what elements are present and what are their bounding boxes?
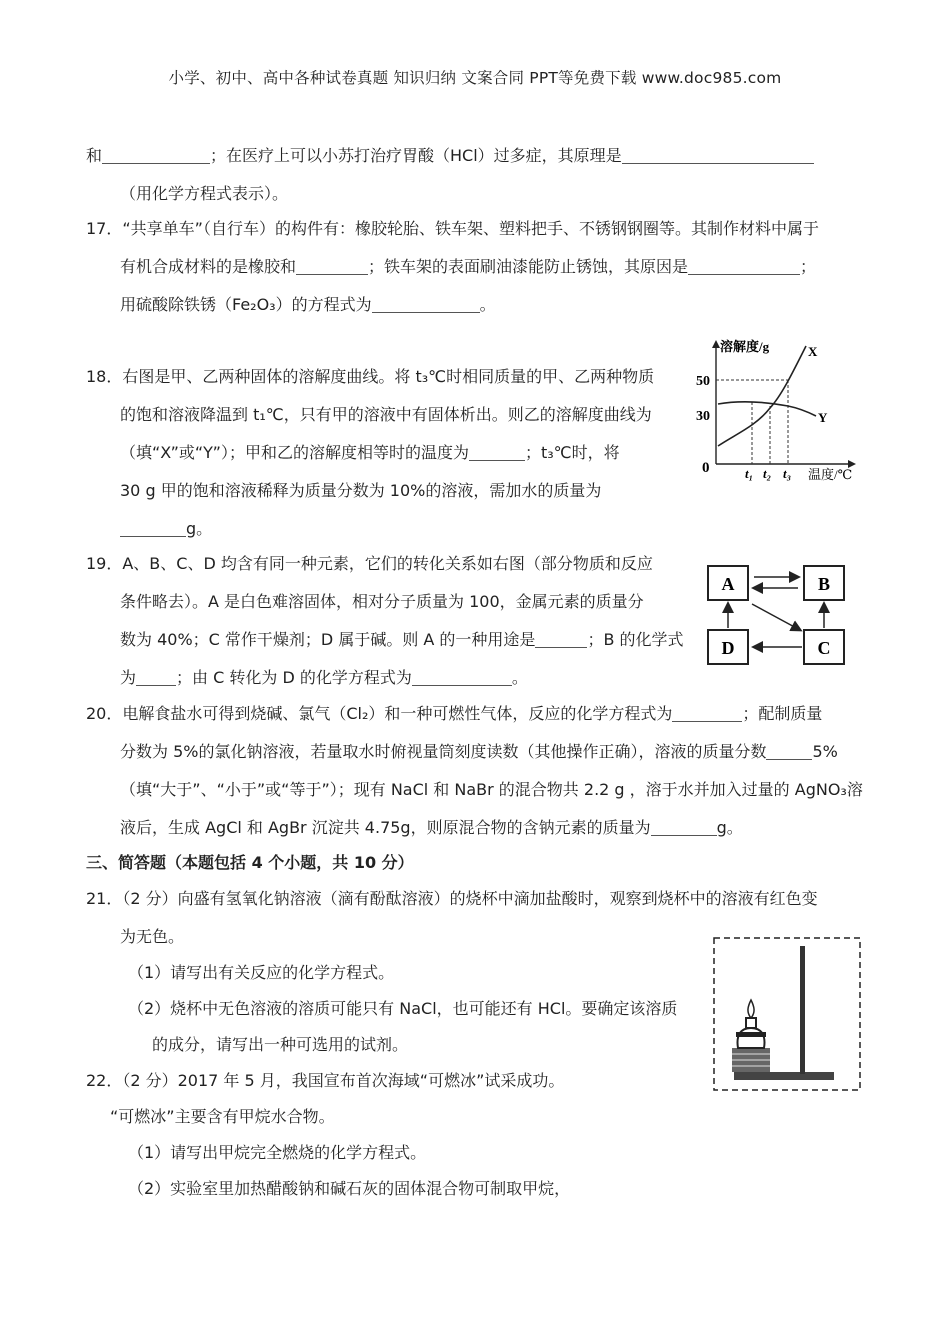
- x-tick-t3: t₃: [783, 466, 792, 481]
- q18-text-c: g。: [186, 519, 213, 538]
- lamp-cap-ring: [736, 1032, 766, 1037]
- q17-text-e: 。: [479, 295, 496, 314]
- q17-line1: 17．“共享单车”（自行车）的构件有：橡胶轮胎、铁车架、塑料把手、不锈钢钢圈等。其制作材料中属于: [86, 219, 819, 238]
- q17-blank-3[interactable]: [372, 296, 480, 313]
- y-tick-30: 30: [696, 409, 710, 424]
- q17-line3: [120, 294, 496, 316]
- curve-y: [718, 402, 816, 416]
- y-tick-50: 50: [696, 374, 710, 389]
- q20-text-c: 分数为 5%的氯化钠溶液，若量取水时俯视量筒刻度读数（其他操作正确），溶液的质量分数: [120, 742, 767, 761]
- q21-line5: 的成分，请写出一种可选用的试剂。: [152, 1035, 409, 1054]
- q18-text-b: ；t₃℃时，将: [524, 443, 620, 462]
- q18-line3: [120, 442, 620, 464]
- q18-line1: 18．右图是甲、乙两种固体的溶解度曲线。将 t₃℃时相同质量的甲、乙两种物质: [86, 367, 655, 386]
- q21-line4: （2）烧杯中无色溶液的溶质可能只有 NaCl，也可能还有 HCl。要确定该溶质: [128, 999, 678, 1018]
- q20-text-f: g。: [716, 818, 743, 837]
- y-axis-arrow: [712, 340, 720, 348]
- q17-text-d: 用硫酸除铁锈（Fe₂O₃）的方程式为: [120, 295, 372, 314]
- q17-text-a: 有机合成材料的是橡胶和: [120, 257, 297, 276]
- q16-text-b: ；在医疗上可以小苏打治疗胃酸（HCl）过多症，其原理是: [210, 146, 622, 165]
- q19-text-a: 数为 40%；C 常作干燥剂；D 属于碱。则 A 的一种用途是: [120, 630, 536, 649]
- lamp-neck: [746, 1018, 756, 1028]
- q19-text-d: ；由 C 转化为 D 的化学方程式为: [176, 668, 412, 687]
- q20-line2: [120, 741, 838, 763]
- q21-line3: （1）请写出有关反应的化学方程式。: [128, 963, 395, 982]
- chart-xlabel: 温度/℃: [808, 467, 853, 482]
- q20-text-a: 20．电解食盐水可得到烧碱、氯气（Cl₂）和一种可燃性气体，反应的化学方程式为: [86, 704, 673, 723]
- q16-line2: （用化学方程式表示）。: [120, 184, 289, 203]
- q19-line3: [120, 629, 684, 651]
- q17-blank-2[interactable]: [688, 258, 800, 275]
- stand-rod: [800, 946, 805, 1074]
- node-d-label: D: [721, 638, 735, 658]
- q19-line2: 条件略去）。A 是白色难溶固体，相对分子质量为 100，金属元素的质量分: [120, 592, 644, 611]
- q20-line4: [120, 817, 743, 839]
- chart-origin: 0: [702, 460, 710, 476]
- q17-line2: [120, 256, 816, 278]
- chart-ylabel: 溶解度/g: [720, 339, 770, 354]
- node-b-label: B: [817, 574, 831, 594]
- q17-blank-1[interactable]: [296, 258, 368, 275]
- series-x-label: X: [808, 344, 818, 359]
- q17-text-b: ；铁车架的表面刷油漆能防止锈蚀，其原因是: [368, 257, 689, 276]
- q19-text-c: 为: [120, 668, 137, 687]
- x-tick-t2: t₂: [763, 466, 772, 481]
- solubility-chart: [696, 336, 866, 482]
- page-header: 小学、初中、高中各种试卷真题 知识归纳 文案合同 PPT等免费下载 www.doc985.com: [168, 69, 782, 87]
- q20-text-d: 5%: [812, 742, 838, 761]
- q19-blank-3[interactable]: [412, 669, 512, 686]
- q18-blank-2[interactable]: [120, 520, 186, 537]
- q18-text-a: （填“X”或“Y”）；甲和乙的溶解度相等时的温度为: [120, 443, 469, 462]
- lamp-flame: [748, 1000, 754, 1018]
- q18-line4: 30 g 甲的饱和溶液稀释为质量分数为 10%的溶液，需加水的质量为: [120, 481, 602, 500]
- q19-text-b: ；B 的化学式: [587, 630, 684, 649]
- q18-line5: [120, 518, 212, 540]
- alcohol-lamp: [738, 1028, 765, 1048]
- curve-x: [718, 346, 806, 446]
- q19-blank-2[interactable]: [136, 669, 176, 686]
- conversion-diagram: [704, 562, 854, 666]
- q20-blank-3[interactable]: [651, 819, 717, 836]
- q16-text-a: 和: [86, 146, 103, 165]
- q22-line4: （2）实验室里加热醋酸钠和碱石灰的固体混合物可制取甲烷，: [128, 1179, 571, 1198]
- q16-line1: [86, 145, 814, 167]
- q16-blank-1[interactable]: [102, 147, 210, 164]
- node-a-label: A: [721, 574, 735, 594]
- q20-text-b: ；配制质量: [742, 704, 823, 723]
- q17-text-c: ；: [800, 257, 817, 276]
- node-c-label: C: [817, 638, 831, 658]
- q20-line1: [86, 703, 822, 725]
- q22-line3: （1）请写出甲烷完全燃烧的化学方程式。: [128, 1143, 427, 1162]
- q20-blank-2[interactable]: [766, 743, 812, 760]
- q20-text-e: 液后，生成 AgCl 和 AgBr 沉淀共 4.75g，则原混合物的含钠元素的质量为: [120, 818, 651, 837]
- q21-line1: 21．（2 分）向盛有氢氧化钠溶液（滴有酚酞溶液）的烧杯中滴加盐酸时，观察到烧杯中的溶液有红色变: [86, 889, 818, 908]
- q19-blank-1[interactable]: [535, 631, 587, 648]
- q19-line4: [120, 667, 528, 689]
- q22-line2: “可燃冰”主要含有甲烷水合物。: [110, 1107, 335, 1126]
- q16-blank-2[interactable]: [622, 147, 814, 164]
- q19-text-e: 。: [511, 668, 528, 687]
- q18-blank-1[interactable]: [469, 444, 525, 461]
- series-y-label: Y: [818, 410, 828, 425]
- section-3-title: 三、简答题（本题包括 4 个小题，共 10 分）: [86, 853, 414, 872]
- arrow-a-to-c: [752, 604, 800, 630]
- q19-line1: 19．A、B、C、D 均含有同一种元素，它们的转化关系如右图（部分物质和反应: [86, 554, 653, 573]
- x-tick-t1: t₁: [745, 466, 754, 481]
- q22-line1: 22．（2 分）2017 年 5 月，我国宣布首次海域“可燃冰”试采成功。: [86, 1071, 565, 1090]
- q20-blank-1[interactable]: [672, 705, 742, 722]
- apparatus-figure: [712, 936, 864, 1094]
- q21-line2: 为无色。: [120, 927, 185, 946]
- stand-base: [734, 1072, 834, 1080]
- q20-line3: （填“大于”、“小于”或“等于”）；现有 NaCl 和 NaBr 的混合物共 2.2 g ，溶于水并加入过量的 AgNO₃溶: [120, 780, 863, 799]
- q18-line2: 的饱和溶液降温到 t₁℃，只有甲的溶液中有固体析出。则乙的溶解度曲线为: [120, 405, 652, 424]
